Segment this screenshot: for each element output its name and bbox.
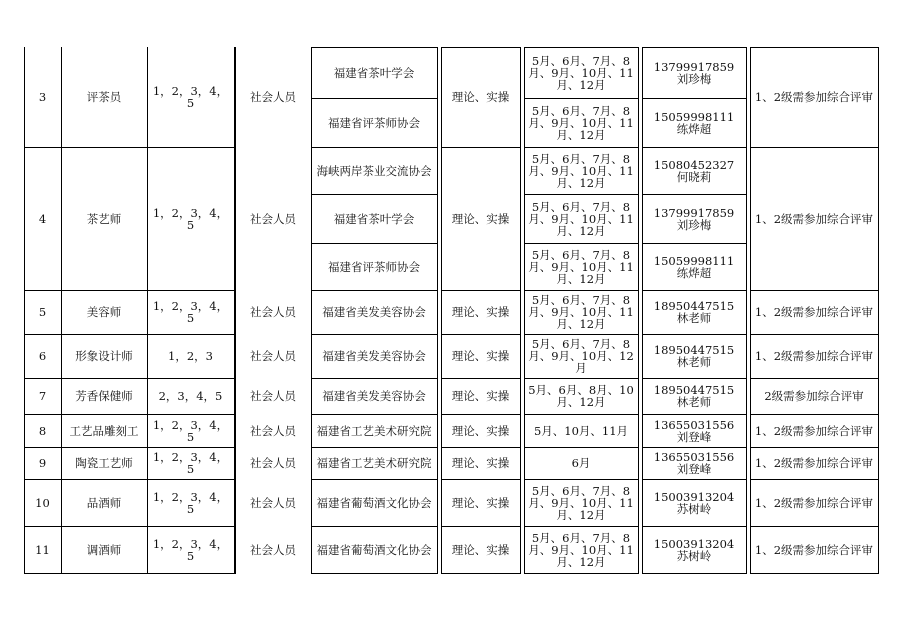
applicant-type: 社会人员 xyxy=(250,211,296,226)
row-number: 4 xyxy=(38,211,47,226)
contact-person: 刘珍梅 xyxy=(676,217,712,232)
occupation-title: 评茶员 xyxy=(86,90,122,104)
skill-levels: 1，2，3，4，5 xyxy=(152,417,229,444)
contact-phone: 15059998111 xyxy=(653,253,735,268)
row-number: 5 xyxy=(38,305,47,319)
applicant-type: 社会人员 xyxy=(250,423,296,438)
table-rule-vertical xyxy=(638,47,639,574)
exam-method: 理论、实操 xyxy=(451,456,510,470)
exam-method: 理论、实操 xyxy=(451,542,510,557)
table-rule-vertical xyxy=(878,47,879,574)
remark: 1、2级需参加综合评审 xyxy=(754,456,874,470)
organization-name: 福建省美发美容协会 xyxy=(322,389,426,403)
contact-cell xyxy=(642,526,746,573)
skill-levels: 1，2，3，4，5 xyxy=(152,489,229,516)
table-rule-vertical xyxy=(520,47,521,574)
contact-phone: 18950447515 xyxy=(653,383,735,397)
exam-method: 理论、实操 xyxy=(451,90,510,104)
table-rule-horizontal xyxy=(642,573,747,574)
row-number: 7 xyxy=(38,389,47,403)
row-number: 11 xyxy=(35,542,50,557)
contact-person: 练烨超 xyxy=(676,121,712,136)
occupation-title: 茶艺师 xyxy=(86,211,122,226)
exam-months: 5月、6月、7月、8月、9月、10月、11月、12月 xyxy=(528,530,634,569)
contact-phone: 15080452327 xyxy=(653,157,735,172)
contact-phone: 18950447515 xyxy=(653,299,735,313)
skill-levels: 1，2，3，4，5 xyxy=(152,84,229,110)
occupation-title: 陶瓷工艺师 xyxy=(75,456,133,470)
occupation-title: 形象设计师 xyxy=(75,349,133,363)
contact-phone: 15003913204 xyxy=(653,536,735,551)
occupation-title: 美容师 xyxy=(86,305,122,319)
row-number: 10 xyxy=(35,495,50,510)
contact-cell xyxy=(642,290,746,334)
remark: 1、2级需参加综合评审 xyxy=(754,349,874,363)
exam-method: 理论、实操 xyxy=(451,495,510,510)
exam-method: 理论、实操 xyxy=(451,349,510,363)
organization-name: 福建省葡萄酒文化协会 xyxy=(316,542,432,557)
remark: 1、2级需参加综合评审 xyxy=(754,305,874,319)
table-rule-vertical xyxy=(746,47,747,574)
contact-person: 刘珍梅 xyxy=(676,71,712,86)
exam-method: 理论、实操 xyxy=(451,423,510,438)
skill-levels: 1，2，3 xyxy=(168,349,213,363)
remark: 2级需参加综合评审 xyxy=(764,389,864,403)
exam-method: 理论、实操 xyxy=(451,211,510,226)
applicant-type: 社会人员 xyxy=(250,90,296,104)
remark: 1、2级需参加综合评审 xyxy=(754,495,874,510)
contact-cell xyxy=(642,194,746,243)
remark: 1、2级需参加综合评审 xyxy=(754,423,874,438)
exam-method: 理论、实操 xyxy=(451,389,510,403)
contact-phone: 15059998111 xyxy=(653,109,735,124)
organization-name: 福建省工艺美术研究院 xyxy=(316,456,432,470)
organization-name: 福建省茶叶学会 xyxy=(333,211,415,226)
exam-months: 5月、6月、7月、8月、9月、10月、11月、12月 xyxy=(528,53,634,92)
contact-cell xyxy=(642,334,746,378)
table-rule-horizontal xyxy=(311,573,438,574)
contact-cell xyxy=(642,98,746,147)
skill-levels: 1，2，3，4，5 xyxy=(152,299,229,325)
contact-person: 苏树岭 xyxy=(676,501,712,516)
applicant-type: 社会人员 xyxy=(250,305,296,319)
organization-name: 福建省茶叶学会 xyxy=(333,65,415,80)
occupation-title: 调酒师 xyxy=(86,542,122,557)
applicant-type: 社会人员 xyxy=(250,456,296,470)
contact-phone: 18950447515 xyxy=(653,343,735,357)
organization-name: 福建省工艺美术研究院 xyxy=(316,423,432,438)
contact-phone: 13655031556 xyxy=(653,450,735,464)
exam-months: 5月、10月、11月 xyxy=(533,423,629,438)
exam-months: 6月 xyxy=(571,456,591,470)
skill-levels: 1，2，3，4，5 xyxy=(152,450,229,476)
contact-person: 苏树岭 xyxy=(676,548,712,563)
contact-phone: 13799917859 xyxy=(653,205,735,220)
table-rule-horizontal xyxy=(750,573,879,574)
remark: 1、2级需参加综合评审 xyxy=(754,90,874,104)
organization-name: 福建省美发美容协会 xyxy=(322,349,426,363)
skill-levels: 1，2，3，4，5 xyxy=(152,205,229,232)
contact-person: 刘登峰 xyxy=(676,462,712,476)
remark: 1、2级需参加综合评审 xyxy=(754,542,874,557)
organization-name: 福建省葡萄酒文化协会 xyxy=(316,495,432,510)
exam-months: 5月、6月、7月、8月、9月、10月、11月、12月 xyxy=(528,483,634,522)
table-rule-horizontal xyxy=(24,573,236,574)
exam-months: 5月、6月、7月、8月、9月、10月、11月、12月 xyxy=(528,199,634,238)
row-number: 3 xyxy=(38,90,47,104)
applicant-type: 社会人员 xyxy=(250,542,296,557)
contact-person: 林老师 xyxy=(676,355,712,369)
exam-months: 5月、6月、7月、8月、9月、10月、12月 xyxy=(528,337,634,375)
occupation-title: 芳香保健师 xyxy=(75,389,133,403)
skill-levels: 2，3，4，5 xyxy=(158,389,223,403)
occupation-title: 工艺品雕刻工 xyxy=(69,423,139,438)
contact-cell xyxy=(642,414,746,447)
applicant-type: 社会人员 xyxy=(250,495,296,510)
contact-cell xyxy=(642,47,746,98)
table-rule-vertical xyxy=(437,47,438,574)
applicant-type: 社会人员 xyxy=(250,389,296,403)
table-rule-horizontal xyxy=(441,573,521,574)
exam-months: 5月、6月、8月、10月、12月 xyxy=(528,383,634,409)
contact-person: 林老师 xyxy=(676,395,712,409)
skill-levels: 1，2，3，4，5 xyxy=(152,536,229,563)
contact-person: 林老师 xyxy=(676,311,712,325)
row-number: 8 xyxy=(38,423,47,438)
row-number: 9 xyxy=(38,456,47,470)
contact-person: 练烨超 xyxy=(676,265,712,280)
organization-name: 福建省评茶师协会 xyxy=(328,259,420,274)
applicant-type: 社会人员 xyxy=(250,349,296,363)
exam-months: 5月、6月、7月、8月、9月、10月、11月、12月 xyxy=(528,293,634,331)
occupation-title: 品酒师 xyxy=(86,495,122,510)
exam-method: 理论、实操 xyxy=(451,305,510,319)
contact-cell xyxy=(642,147,746,194)
remark: 1、2级需参加综合评审 xyxy=(754,211,874,226)
contact-person: 何晓莉 xyxy=(676,169,712,184)
contact-cell xyxy=(642,378,746,414)
exam-months: 5月、6月、7月、8月、9月、10月、11月、12月 xyxy=(528,247,634,286)
contact-person: 刘登峰 xyxy=(676,429,712,444)
contact-cell xyxy=(642,479,746,526)
contact-phone: 13799917859 xyxy=(653,59,735,74)
organization-name: 福建省美发美容协会 xyxy=(322,305,426,319)
contact-cell xyxy=(642,447,746,479)
organization-name: 福建省评茶师协会 xyxy=(328,115,420,130)
contact-phone: 15003913204 xyxy=(653,489,735,504)
exam-months: 5月、6月、7月、8月、9月、10月、11月、12月 xyxy=(528,103,634,142)
contact-phone: 13655031556 xyxy=(653,417,735,432)
table-rule-horizontal xyxy=(524,573,639,574)
organization-name: 海峡两岸茶业交流协会 xyxy=(316,163,432,178)
row-number: 6 xyxy=(38,349,47,363)
exam-months: 5月、6月、7月、8月、9月、10月、11月、12月 xyxy=(528,151,634,190)
contact-cell xyxy=(642,243,746,290)
